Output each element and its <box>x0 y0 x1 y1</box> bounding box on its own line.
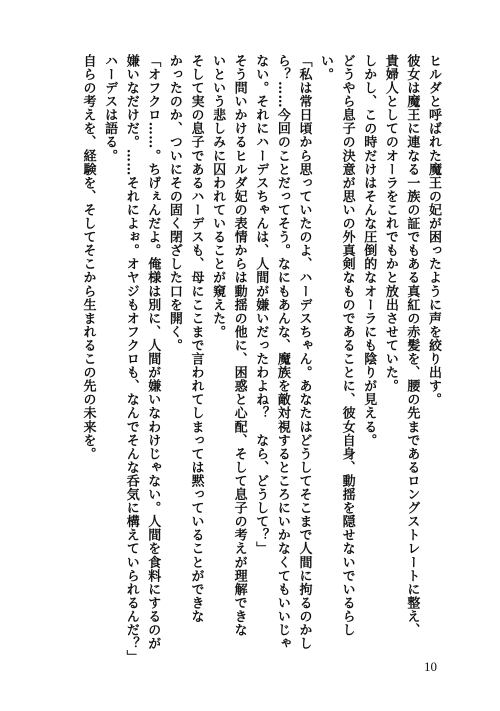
text-line: 自らの考えを、経験を、そしてそこから生まれるこの先の未来を。 <box>80 54 96 461</box>
text-line: 「オフクロ……。ちげぇんだよ。俺様は別に、人間が嫌いなわけじゃない。人間を食料にするのが <box>145 54 161 651</box>
text-line: 「私は常日頃から思っていたのよ、ハーデスちゃん。あなたはどうしてそこまで人間に拘るのかし <box>296 54 312 651</box>
novel-text-block <box>77 54 444 664</box>
text-line: 彼女は魔王に連なる一族の証でもある真紅の赤髪を、腰の先まであるロングストレートに整え、 <box>404 54 420 637</box>
text-line: ヒルダと呼ばれた魔王の妃が困ったように声を絞り出す。 <box>426 54 441 407</box>
text-line: そして実の息子であるハーデスも、母にここまで言われてしまっては黙っていることができな <box>188 54 204 624</box>
text-line: 嫌いなだけだ。……それによぉ。オヤジもオフクロも、なんでそんな呑気に構えていられるんだ？」 <box>123 54 139 664</box>
text-line: そう問いかけるヒルダ妃の表情からは動揺の他に、困惑と心配、そして息子の考えが理解できな <box>231 54 247 637</box>
page-number: 10 <box>424 659 437 674</box>
text-line: どうやら息子の決意が思いの外真剣なものであることに、彼女自身、動揺を隠せないでいるらし <box>339 54 355 637</box>
text-line: かったのか、ついにその固く閉ざした口を開く。 <box>166 54 182 353</box>
text-line: 貴婦人としてのオーラをこれでもかと放出させていた。 <box>382 54 398 393</box>
text-line: いという悲しみに囚われていることが窺えた。 <box>210 54 226 339</box>
text-line: ハーデスは語る。 <box>102 54 118 163</box>
text-line: い。 <box>318 54 334 82</box>
text-line: ない。それにハーデスちゃんは、人間が嫌いだったわよね？ なら、どうして？」 <box>253 54 269 556</box>
text-line: ら？……今回のことだってそう。なにもあんな、魔族を敵対視するところにいかなくてもいいじゃ <box>274 54 290 651</box>
text-line: しかし、この時だけはそんな圧倒的なオーラにも陰りが見える。 <box>361 54 377 447</box>
